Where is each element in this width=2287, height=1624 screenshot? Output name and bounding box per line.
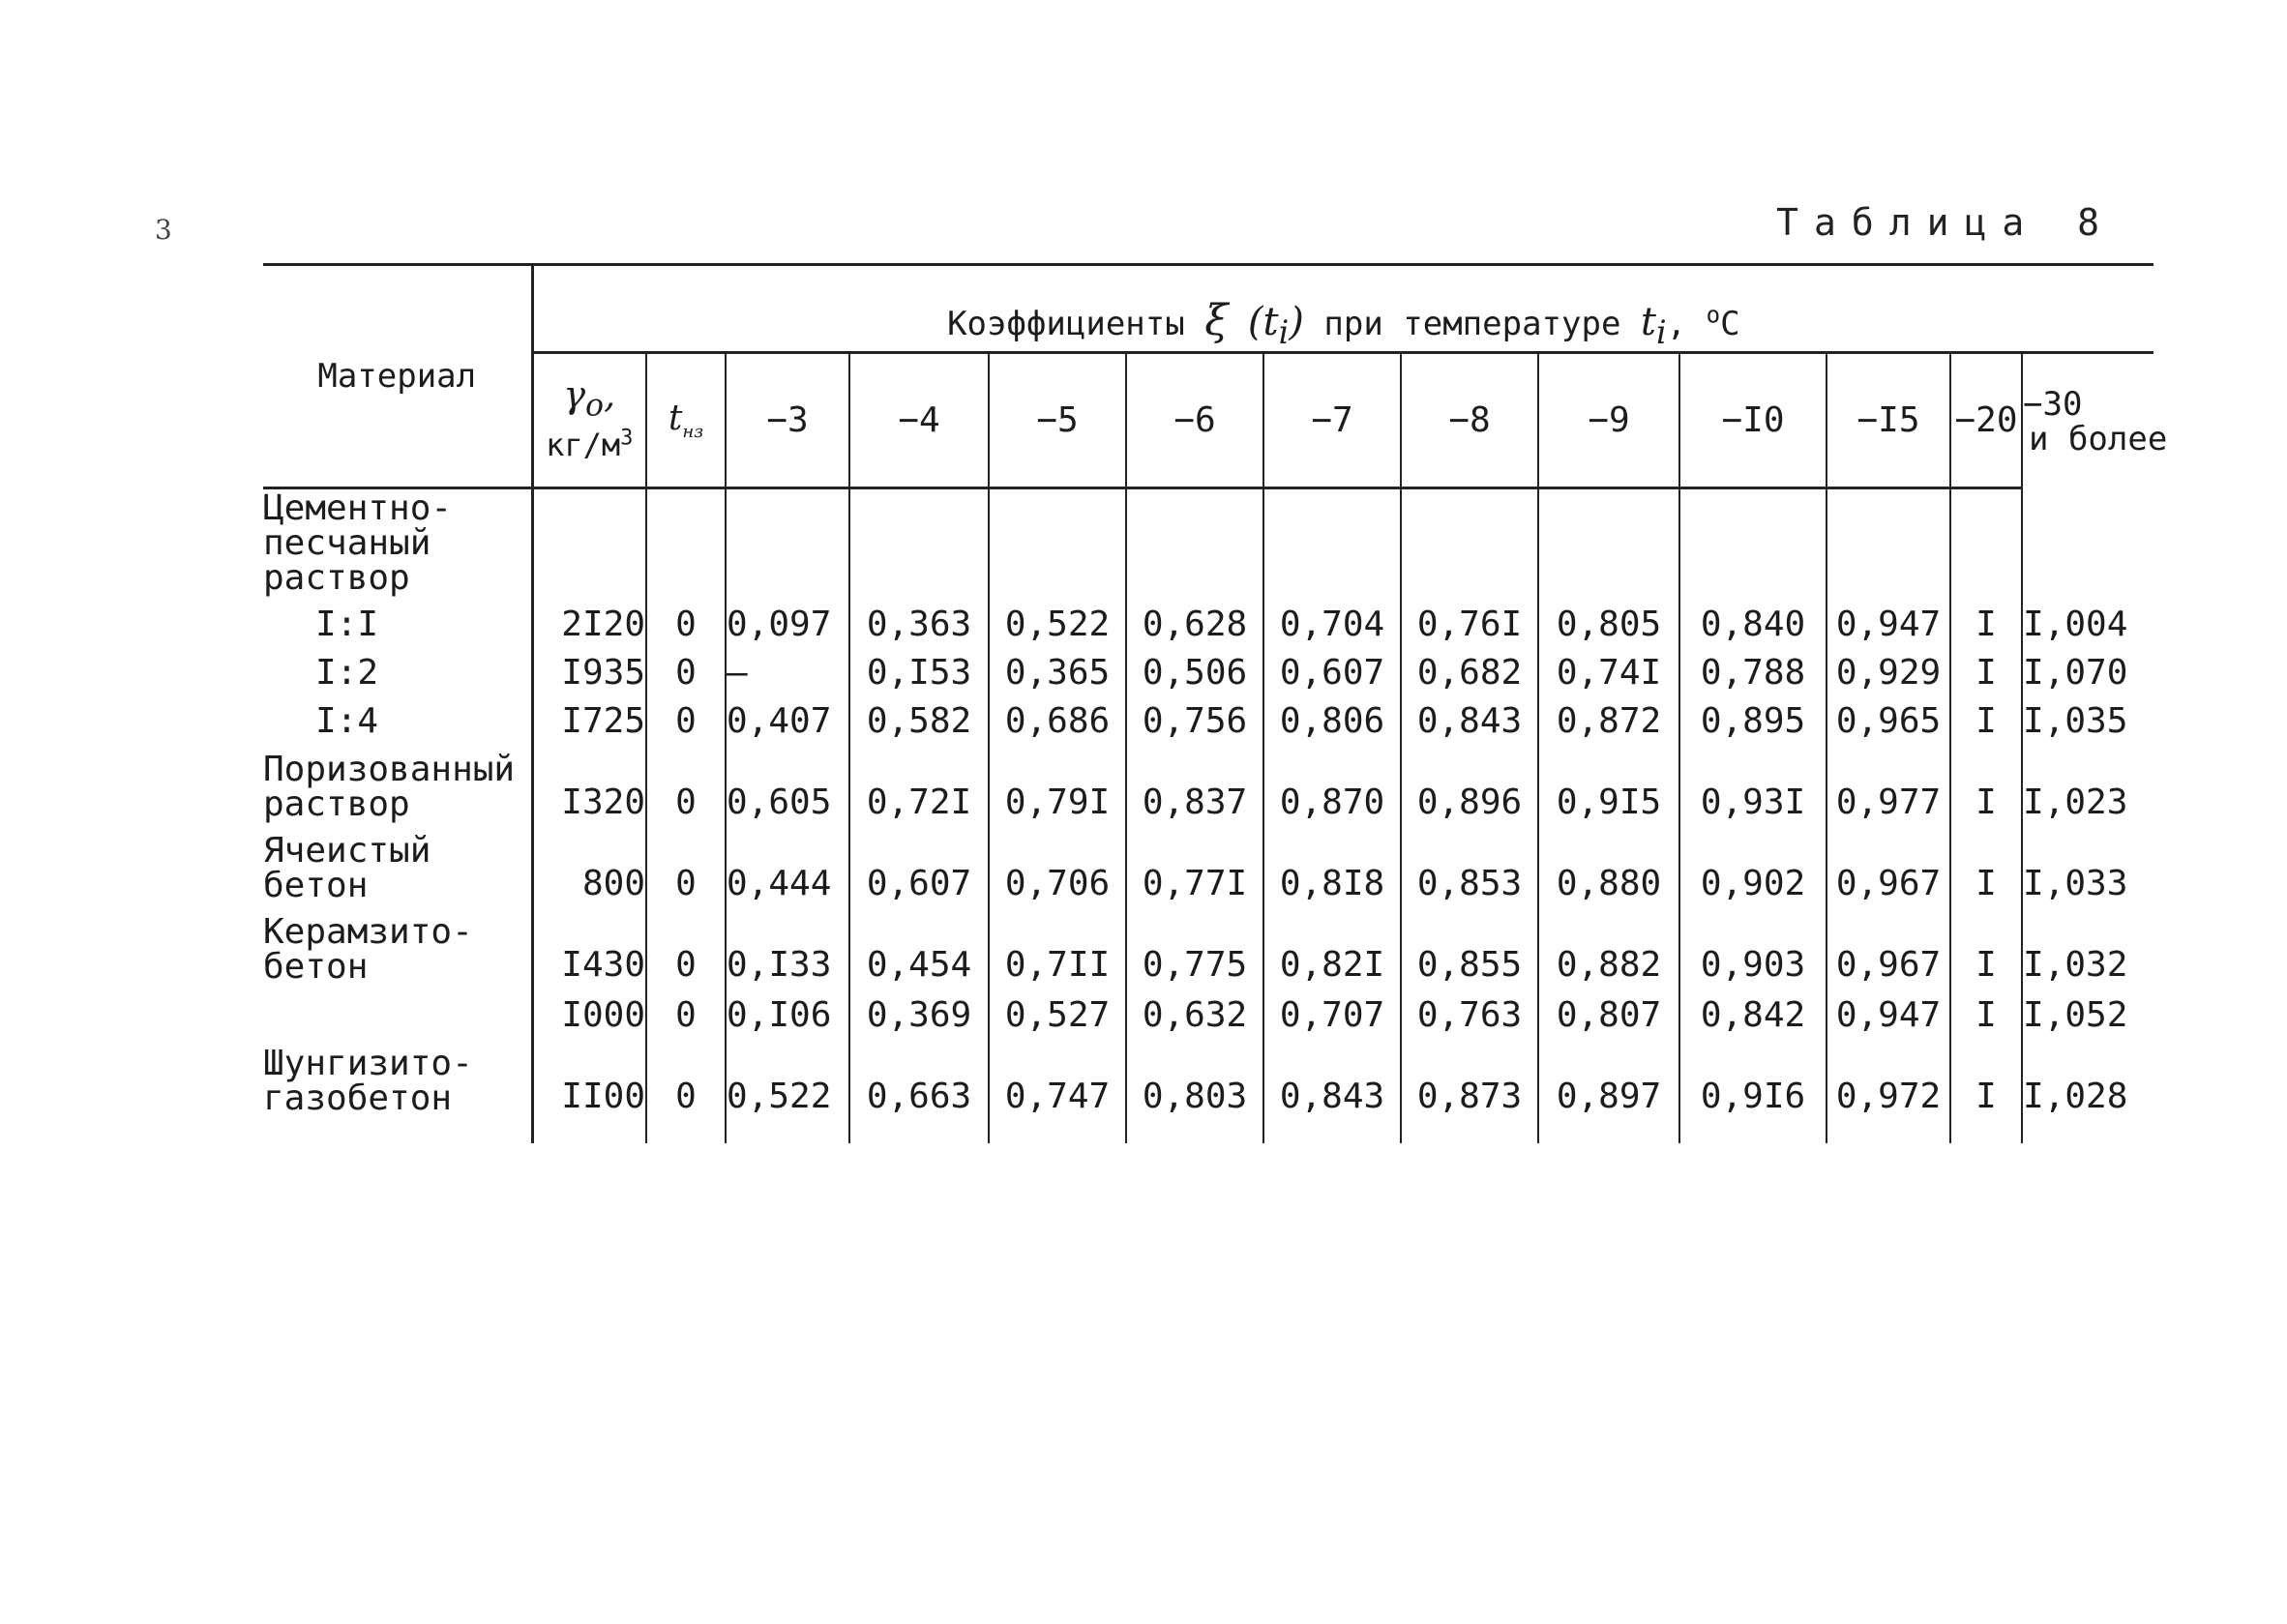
cell-tnz: 0 bbox=[646, 1035, 726, 1116]
cell-tnz: 0 bbox=[646, 822, 726, 903]
header-temp: −I5 bbox=[1827, 353, 1950, 488]
header-temp: −20 bbox=[1950, 353, 2022, 488]
cell-coefficient bbox=[1950, 487, 2022, 596]
header-temp: −I0 bbox=[1679, 353, 1827, 488]
cell-coefficient: I,070 bbox=[2022, 644, 2153, 693]
cell-coefficient: 0,870 bbox=[1263, 741, 1401, 822]
cell-coefficient: 0,805 bbox=[1538, 596, 1679, 644]
header-density bbox=[532, 353, 646, 488]
cell-coefficient: 0,628 bbox=[1126, 596, 1263, 644]
cell-density: I725 bbox=[561, 700, 645, 741]
cell-coefficient: 0,632 bbox=[1126, 985, 1263, 1035]
cell-coefficient: 0,807 bbox=[1538, 985, 1679, 1035]
material-line: песчаный bbox=[263, 522, 431, 563]
cell-coefficient: 0,902 bbox=[1679, 822, 1827, 903]
cell-coefficient: 0,843 bbox=[1263, 1035, 1401, 1116]
header-temp: −4 bbox=[849, 353, 989, 488]
header-temp: −7 bbox=[1263, 353, 1401, 488]
cell-coefficient: 0,775 bbox=[1126, 903, 1263, 985]
cell-coefficient: – bbox=[726, 644, 849, 693]
header-temp: −9 bbox=[1538, 353, 1679, 488]
cell-coefficient: 0,895 bbox=[1679, 693, 1827, 741]
cell-coefficient: 0,77I bbox=[1126, 822, 1263, 903]
table-row bbox=[263, 693, 2153, 741]
cell-coefficient: 0,74I bbox=[1538, 644, 1679, 693]
density-symbol: $\gamma_o$, bbox=[563, 373, 616, 424]
cell-coefficient: 0,880 bbox=[1538, 822, 1679, 903]
cell-coefficient: 0,837 bbox=[1126, 741, 1263, 822]
cell-density: I430 bbox=[561, 944, 645, 985]
cell-material bbox=[263, 644, 532, 693]
cell-coefficient: I bbox=[1950, 596, 2022, 644]
material-line: I:I bbox=[315, 604, 379, 644]
cell-coefficient: 0,967 bbox=[1827, 903, 1950, 985]
material-line: I:2 bbox=[315, 652, 379, 693]
cell-coefficient: 0,843 bbox=[1401, 693, 1538, 741]
table-row bbox=[263, 1035, 2153, 1116]
cell-coefficient: 0,706 bbox=[989, 822, 1126, 903]
cell-coefficient: 0,93I bbox=[1679, 741, 1827, 822]
cell-empty bbox=[1950, 1116, 2022, 1143]
cell-coefficient: 0,840 bbox=[1679, 596, 1827, 644]
table-row bbox=[263, 644, 2153, 693]
cell-empty bbox=[532, 1116, 646, 1143]
cell-coefficient: 0,972 bbox=[1827, 1035, 1950, 1116]
cell-coefficient: I,035 bbox=[2022, 693, 2153, 741]
cell-coefficient: 0,522 bbox=[989, 596, 1126, 644]
material-line: I:4 bbox=[315, 700, 379, 741]
cell-coefficient bbox=[1679, 487, 1827, 596]
cell-coefficient: 0,8I8 bbox=[1263, 822, 1401, 903]
material-line: Ячеистый bbox=[263, 830, 431, 871]
cell-coefficient: 0,855 bbox=[1401, 903, 1538, 985]
cell-coefficient: 0,965 bbox=[1827, 693, 1950, 741]
cell-tnz: 0 bbox=[646, 644, 726, 693]
material-line: раствор bbox=[263, 783, 410, 824]
header-temp-last-value: −30 bbox=[2023, 385, 2083, 424]
cell-empty bbox=[2022, 1116, 2153, 1143]
cell-coefficient: I bbox=[1950, 985, 2022, 1035]
cell-coefficient: I,033 bbox=[2022, 822, 2153, 903]
cell-coefficient: 0,853 bbox=[1401, 822, 1538, 903]
cell-coefficient: 0,607 bbox=[1263, 644, 1401, 693]
cell-coefficient: I bbox=[1950, 903, 2022, 985]
cell-tnz: 0 bbox=[646, 693, 726, 741]
cell-material bbox=[263, 985, 532, 1035]
cell-tnz bbox=[646, 487, 726, 596]
cell-coefficient: I bbox=[1950, 822, 2022, 903]
table-row bbox=[263, 487, 2153, 596]
cell-coefficient: 0,967 bbox=[1827, 822, 1950, 903]
cell-material bbox=[263, 596, 532, 644]
material-line: Керамзито- bbox=[263, 911, 473, 952]
density-unit-sup: 3 bbox=[620, 426, 634, 451]
cell-empty bbox=[1126, 1116, 1263, 1143]
header-material: Материал bbox=[263, 265, 532, 488]
cell-coefficient: 0,454 bbox=[849, 903, 989, 985]
xi-symbol: ξ bbox=[1204, 296, 1229, 345]
material-line: раствор bbox=[263, 557, 410, 598]
material-line: Цементно- bbox=[263, 487, 453, 528]
group-arg-sub: i bbox=[1278, 313, 1290, 351]
cell-coefficient: 0,363 bbox=[849, 596, 989, 644]
cell-coefficient: 0,747 bbox=[989, 1035, 1126, 1116]
cell-coefficient: 0,763 bbox=[1401, 985, 1538, 1035]
cell-coefficient: 0,407 bbox=[726, 693, 849, 741]
cell-coefficient: 0,9I5 bbox=[1538, 741, 1679, 822]
cell-coefficient: 0,369 bbox=[849, 985, 989, 1035]
cell-coefficient: 0,7II bbox=[989, 903, 1126, 985]
cell-tnz: 0 bbox=[646, 985, 726, 1035]
cell-empty bbox=[646, 1116, 726, 1143]
cell-material bbox=[263, 693, 532, 741]
coefficient-table bbox=[263, 263, 2168, 1143]
cell-coefficient: 0,896 bbox=[1401, 741, 1538, 822]
cell-coefficient: 0,803 bbox=[1126, 1035, 1263, 1116]
cell-material bbox=[263, 487, 532, 596]
cell-tnz: 0 bbox=[646, 741, 726, 822]
cell-coefficient bbox=[1263, 487, 1401, 596]
table-row bbox=[263, 903, 2153, 985]
group-unit-degree: о bbox=[1706, 301, 1721, 329]
cell-coefficient bbox=[849, 487, 989, 596]
cell-empty bbox=[1827, 1116, 1950, 1143]
cell-density: I935 bbox=[561, 652, 645, 693]
cell-coefficient: 0,527 bbox=[989, 985, 1126, 1035]
cell-coefficient: 0,365 bbox=[989, 644, 1126, 693]
header-coefficient-group: Коэффициенты ξ $(t_i)$ при температуре $t_i$, $^о$С bbox=[532, 265, 2153, 353]
cell-coefficient bbox=[726, 487, 849, 596]
cell-coefficient: I bbox=[1950, 741, 2022, 822]
table-row bbox=[263, 596, 2153, 644]
cell-empty bbox=[726, 1116, 849, 1143]
cell-empty bbox=[849, 1116, 989, 1143]
material-line: Шунгизито- bbox=[263, 1043, 473, 1083]
cell-density: 800 bbox=[581, 863, 645, 903]
cell-coefficient: 0,977 bbox=[1827, 741, 1950, 822]
cell-coefficient: 0,506 bbox=[1126, 644, 1263, 693]
density-unit bbox=[546, 427, 633, 463]
material-line: бетон bbox=[263, 946, 369, 987]
cell-empty bbox=[1263, 1116, 1401, 1143]
density-symbol-sub: o bbox=[585, 388, 605, 424]
table-end-row bbox=[263, 1116, 2153, 1143]
cell-coefficient: I,028 bbox=[2022, 1035, 2153, 1116]
cell-coefficient: 0,897 bbox=[1538, 1035, 1679, 1116]
header-temp: −3 bbox=[726, 353, 849, 488]
cell-material bbox=[263, 1035, 532, 1116]
density-unit-text: кг/м bbox=[546, 427, 621, 464]
cell-coefficient bbox=[2022, 487, 2153, 596]
table-row bbox=[263, 985, 2153, 1035]
cell-coefficient: I bbox=[1950, 644, 2022, 693]
cell-coefficient: 0,663 bbox=[849, 1035, 989, 1116]
group-t bbox=[1640, 300, 1667, 351]
cell-empty bbox=[263, 1116, 532, 1143]
header-temp: −5 bbox=[989, 353, 1126, 488]
cell-material bbox=[263, 822, 532, 903]
cell-coefficient: 0,79I bbox=[989, 741, 1126, 822]
header-temp: −8 bbox=[1401, 353, 1538, 488]
header-temp-last-more: и более bbox=[2029, 420, 2168, 458]
cell-coefficient: 0,929 bbox=[1827, 644, 1950, 693]
group-arg-close: ) bbox=[1289, 300, 1304, 344]
cell-coefficient: 0,756 bbox=[1126, 693, 1263, 741]
header-temp-last bbox=[2022, 353, 2168, 488]
group-middle: при температуре bbox=[1323, 305, 1621, 343]
cell-coefficient: 0,872 bbox=[1538, 693, 1679, 741]
cell-coefficient: 0,522 bbox=[726, 1035, 849, 1116]
cell-coefficient: I bbox=[1950, 1035, 2022, 1116]
material-line: газобетон bbox=[263, 1078, 453, 1118]
table-caption: Таблица 8 bbox=[1776, 201, 2115, 244]
cell-coefficient: I,032 bbox=[2022, 903, 2153, 985]
cell-coefficient: 0,9I6 bbox=[1679, 1035, 1827, 1116]
table-row bbox=[263, 741, 2153, 822]
group-arg bbox=[1247, 300, 1304, 351]
cell-coefficient: 0,097 bbox=[726, 596, 849, 644]
cell-coefficient: 0,882 bbox=[1538, 903, 1679, 985]
cell-coefficient: 0,788 bbox=[1679, 644, 1827, 693]
cell-empty bbox=[1401, 1116, 1538, 1143]
margin-mark: 3 bbox=[155, 214, 172, 246]
cell-empty bbox=[1538, 1116, 1679, 1143]
cell-coefficient: 0,806 bbox=[1263, 693, 1401, 741]
cell-coefficient: 0,I53 bbox=[849, 644, 989, 693]
cell-coefficient bbox=[1827, 487, 1950, 596]
cell-coefficient: I,052 bbox=[2022, 985, 2153, 1035]
group-arg-open: (t bbox=[1247, 300, 1279, 344]
cell-coefficient: 0,82I bbox=[1263, 903, 1401, 985]
cell-coefficient: 0,903 bbox=[1679, 903, 1827, 985]
group-unit-letter: С bbox=[1720, 305, 1740, 343]
cell-tnz: 0 bbox=[646, 903, 726, 985]
cell-coefficient: I,023 bbox=[2022, 741, 2153, 822]
header-tnz bbox=[646, 353, 726, 488]
group-unit bbox=[1706, 301, 1740, 343]
table-body bbox=[263, 487, 2153, 1143]
cell-coefficient: 0,686 bbox=[989, 693, 1126, 741]
cell-density: 2I20 bbox=[561, 604, 645, 644]
cell-tnz: 0 bbox=[646, 596, 726, 644]
cell-coefficient: 0,605 bbox=[726, 741, 849, 822]
cell-density bbox=[532, 487, 646, 596]
cell-coefficient: 0,947 bbox=[1827, 596, 1950, 644]
cell-coefficient bbox=[989, 487, 1126, 596]
cell-material bbox=[263, 741, 532, 822]
cell-empty bbox=[1679, 1116, 1827, 1143]
tnz-letter: t bbox=[668, 398, 683, 438]
material-line: Поризованный bbox=[263, 749, 516, 789]
cell-density: II00 bbox=[561, 1076, 645, 1116]
cell-coefficient bbox=[1401, 487, 1538, 596]
cell-coefficient: 0,707 bbox=[1263, 985, 1401, 1035]
density-symbol-letter: γ bbox=[563, 373, 586, 417]
cell-coefficient: 0,947 bbox=[1827, 985, 1950, 1035]
cell-coefficient: 0,842 bbox=[1679, 985, 1827, 1035]
cell-coefficient: 0,582 bbox=[849, 693, 989, 741]
cell-empty bbox=[989, 1116, 1126, 1143]
header-temp: −6 bbox=[1126, 353, 1263, 488]
cell-coefficient: 0,I06 bbox=[726, 985, 849, 1035]
cell-coefficient: 0,I33 bbox=[726, 903, 849, 985]
cell-material bbox=[263, 903, 532, 985]
cell-coefficient: 0,607 bbox=[849, 822, 989, 903]
tnz-sub: нз bbox=[682, 421, 704, 442]
cell-coefficient: 0,76I bbox=[1401, 596, 1538, 644]
material-line: бетон bbox=[263, 865, 369, 905]
cell-density: I000 bbox=[561, 994, 645, 1035]
cell-coefficient bbox=[1126, 487, 1263, 596]
group-t-letter: t bbox=[1640, 300, 1656, 344]
cell-coefficient: 0,873 bbox=[1401, 1035, 1538, 1116]
table-row bbox=[263, 822, 2153, 903]
group-prefix: Коэффициенты bbox=[947, 305, 1185, 343]
cell-coefficient: 0,682 bbox=[1401, 644, 1538, 693]
group-t-sub: i bbox=[1655, 313, 1667, 351]
cell-coefficient: 0,72I bbox=[849, 741, 989, 822]
cell-coefficient: I bbox=[1950, 693, 2022, 741]
cell-density: I320 bbox=[561, 782, 645, 822]
cell-coefficient: I,004 bbox=[2022, 596, 2153, 644]
cell-coefficient bbox=[1538, 487, 1679, 596]
cell-coefficient: 0,444 bbox=[726, 822, 849, 903]
cell-coefficient: 0,704 bbox=[1263, 596, 1401, 644]
